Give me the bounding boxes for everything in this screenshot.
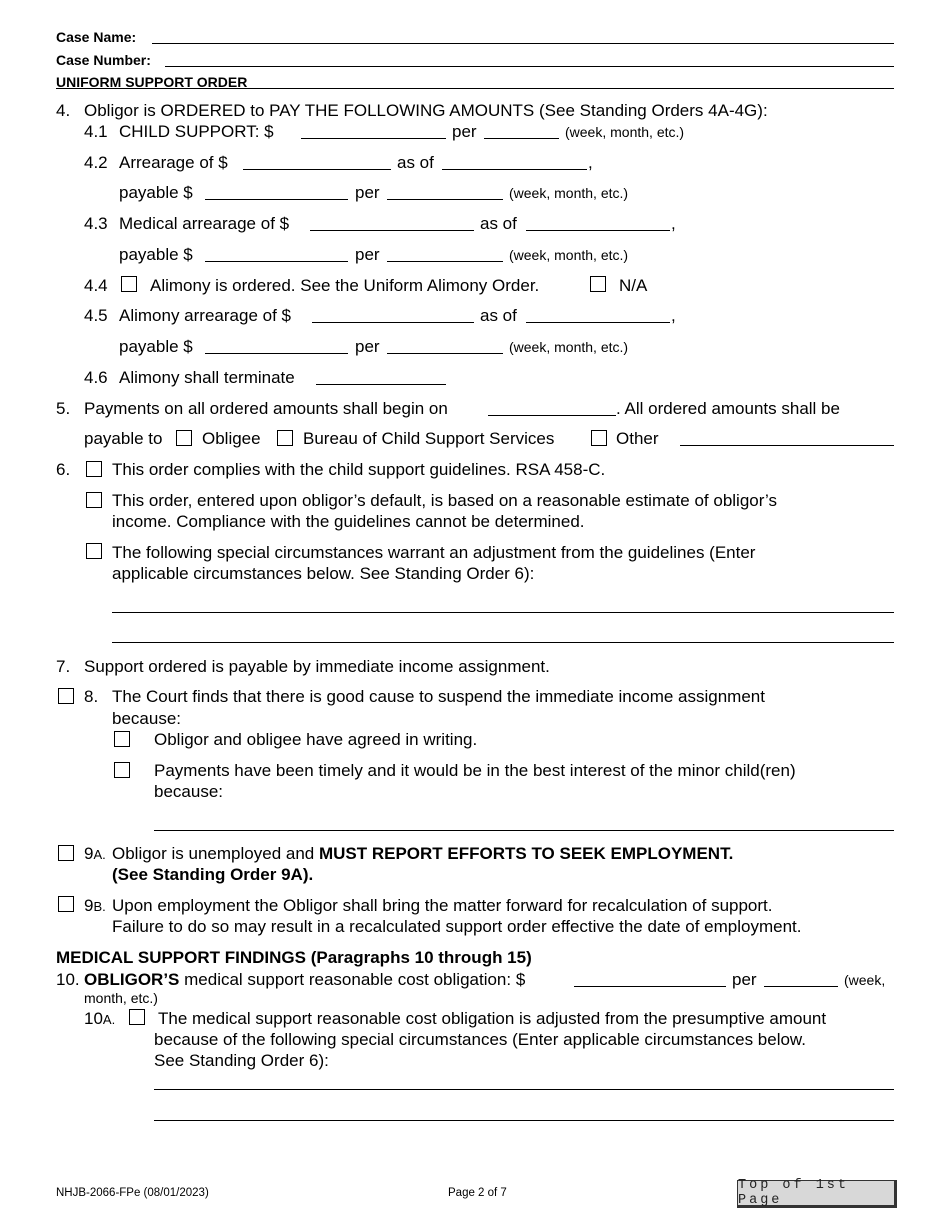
payments-begin-date-field[interactable]	[488, 415, 616, 416]
page-number: Page 2 of 7	[448, 1187, 507, 1199]
suspend-assignment-checkbox[interactable]	[58, 688, 74, 704]
p8-line1: The Court finds that there is good cause to suspend the immediate income assignment	[112, 687, 765, 706]
medical-adjusted-checkbox[interactable]	[129, 1009, 145, 1025]
p6-opt1: This order complies with the child support guidelines. RSA 458-C.	[112, 460, 606, 479]
p6-opt3-line1: The following special circumstances warrant an adjustment from the guidelines (Enter	[112, 543, 756, 562]
p6-number: 6.	[56, 460, 71, 479]
p45-number: 4.5	[84, 306, 108, 325]
p45-comma: ,	[671, 306, 676, 325]
payable-other-checkbox[interactable]	[591, 430, 607, 446]
medical-circumstances-line1[interactable]	[154, 1089, 894, 1090]
arrearage-amount-field[interactable]	[243, 169, 391, 170]
best-interest-reason-field[interactable]	[154, 830, 894, 831]
p42-label: Arrearage of $	[119, 153, 228, 172]
medical-arrearage-date-field[interactable]	[526, 230, 670, 231]
p41-per: per	[452, 122, 477, 141]
medical-obligation-amount-field[interactable]	[574, 986, 726, 987]
p8-opt2-line1: Payments have been timely and it would be in the best interest of the minor child(ren)	[154, 761, 796, 780]
form-title: UNIFORM SUPPORT ORDER	[56, 74, 248, 90]
p45-unit-hint: (week, month, etc.)	[509, 339, 629, 355]
special-circumstances-line2[interactable]	[112, 642, 894, 643]
p42-unit-hint: (week, month, etc.)	[509, 185, 629, 201]
p42-as-of: as of	[397, 153, 434, 172]
p41-number: 4.1	[84, 122, 108, 141]
p45-per: per	[355, 337, 380, 356]
medical-heading: MEDICAL SUPPORT FINDINGS (Paragraphs 10 through 15)	[56, 948, 532, 967]
medical-obligation-period-field[interactable]	[764, 986, 838, 987]
medical-arrearage-amount-field[interactable]	[310, 230, 474, 231]
arrearage-period-field[interactable]	[387, 199, 503, 200]
p43-payable: payable $	[119, 245, 193, 264]
p8-opt2-line2: because:	[154, 782, 223, 801]
case-number-field[interactable]	[165, 66, 894, 67]
p9b-number: 9B.	[84, 896, 106, 915]
p5-line1b: . All ordered amounts shall be	[616, 399, 840, 418]
case-name-field[interactable]	[152, 43, 894, 44]
p5-other: Other	[616, 429, 659, 448]
p41-label: CHILD SUPPORT: $	[119, 122, 274, 141]
p10a-line1: The medical support reasonable cost obligation is adjusted from the presumptive amount	[158, 1009, 827, 1028]
recalculation-checkbox[interactable]	[58, 896, 74, 912]
special-circumstances-line1[interactable]	[112, 612, 894, 613]
p5-obligee: Obligee	[202, 429, 261, 448]
p9b-line2: Failure to do so may result in a recalculated support order effective the date of employment.	[112, 917, 802, 936]
top-of-first-page-button[interactable]: Top of 1st Page	[737, 1180, 897, 1208]
p5-line1a: Payments on all ordered amounts shall begin on	[84, 399, 448, 418]
special-circumstances-checkbox[interactable]	[86, 543, 102, 559]
p42-per: per	[355, 183, 380, 202]
p43-unit-hint: (week, month, etc.)	[509, 247, 629, 263]
medical-period-field[interactable]	[387, 261, 503, 262]
p44-na: N/A	[619, 276, 648, 295]
payments-timely-checkbox[interactable]	[114, 762, 130, 778]
alimony-arrearage-date-field[interactable]	[526, 322, 670, 323]
alimony-period-field[interactable]	[387, 353, 503, 354]
alimony-na-checkbox[interactable]	[590, 276, 606, 292]
p10a-line3: See Standing Order 6):	[154, 1051, 329, 1070]
p10-hint1: (week,	[844, 972, 886, 988]
unemployed-checkbox[interactable]	[58, 845, 74, 861]
p8-line2: because:	[112, 709, 181, 728]
p42-comma: ,	[588, 153, 593, 172]
p44-label: Alimony is ordered. See the Uniform Alimony Order.	[150, 276, 540, 295]
p10a-line2: because of the following special circumstances (Enter applicable circumstances below.	[154, 1030, 806, 1049]
p45-as-of: as of	[480, 306, 517, 325]
p45-label: Alimony arrearage of $	[119, 306, 291, 325]
p43-number: 4.3	[84, 214, 108, 233]
p42-number: 4.2	[84, 153, 108, 172]
alimony-ordered-checkbox[interactable]	[121, 276, 137, 292]
p43-per: per	[355, 245, 380, 264]
arrearage-date-field[interactable]	[442, 169, 587, 170]
alimony-arrearage-amount-field[interactable]	[312, 322, 474, 323]
guidelines-comply-checkbox[interactable]	[86, 461, 102, 477]
agreed-in-writing-checkbox[interactable]	[114, 731, 130, 747]
p9b-line1: Upon employment the Obligor shall bring the matter forward for recalculation of support.	[112, 896, 773, 915]
p10-per: per	[732, 970, 757, 989]
p10-hint2: month, etc.)	[84, 990, 158, 1006]
p41-unit-hint: (week, month, etc.)	[565, 124, 685, 140]
payable-obligee-checkbox[interactable]	[176, 430, 192, 446]
p5-payable-to: payable to	[84, 429, 163, 448]
case-number-label: Case Number:	[56, 52, 151, 68]
p9a-line1: Obligor is unemployed and MUST REPORT EFFORTS TO SEEK EMPLOYMENT.	[112, 844, 734, 863]
payable-bureau-checkbox[interactable]	[277, 430, 293, 446]
p4-intro: Obligor is ORDERED to PAY THE FOLLOWING AMOUNTS (See Standing Orders 4A-4G):	[84, 101, 768, 120]
p42-payable: payable $	[119, 183, 193, 202]
payable-other-field[interactable]	[680, 445, 894, 446]
child-support-amount-field[interactable]	[301, 138, 446, 139]
p10-line: OBLIGOR’S medical support reasonable cost obligation: $	[84, 970, 526, 989]
case-name-label: Case Name:	[56, 29, 137, 45]
p6-opt2-line1: This order, entered upon obligor’s default, is based on a reasonable estimate of obligor’s	[112, 491, 778, 510]
p9a-number: 9A.	[84, 844, 106, 863]
p43-label: Medical arrearage of $	[119, 214, 290, 233]
medical-payable-field[interactable]	[205, 261, 348, 262]
alimony-payable-field[interactable]	[205, 353, 348, 354]
p43-as-of: as of	[480, 214, 517, 233]
alimony-terminate-field[interactable]	[316, 384, 446, 385]
child-support-period-field[interactable]	[484, 138, 559, 139]
p46-number: 4.6	[84, 368, 108, 387]
medical-circumstances-line2[interactable]	[154, 1120, 894, 1121]
p10a-number: 10A.	[84, 1009, 116, 1028]
p45-payable: payable $	[119, 337, 193, 356]
p5-number: 5.	[56, 399, 71, 418]
p8-number: 8.	[84, 687, 99, 706]
p44-number: 4.4	[84, 276, 108, 295]
form-id: NHJB-2066-FPe (08/01/2023)	[56, 1187, 209, 1199]
p5-bureau: Bureau of Child Support Services	[303, 429, 555, 448]
default-estimate-checkbox[interactable]	[86, 492, 102, 508]
p9a-line2: (See Standing Order 9A).	[112, 865, 314, 884]
arrearage-payable-field[interactable]	[205, 199, 348, 200]
p7-text: Support ordered is payable by immediate income assignment.	[84, 657, 550, 676]
p10-number: 10.	[56, 970, 80, 989]
p6-opt3-line2: applicable circumstances below. See Standing Order 6):	[112, 564, 535, 583]
p46-label: Alimony shall terminate	[119, 368, 295, 387]
p8-opt1: Obligor and obligee have agreed in writing.	[154, 730, 478, 749]
p6-opt2-line2: income. Compliance with the guidelines cannot be determined.	[112, 512, 585, 531]
p7-number: 7.	[56, 657, 71, 676]
header-rule	[56, 88, 894, 89]
p43-comma: ,	[671, 214, 676, 233]
p4-number: 4.	[56, 101, 71, 120]
